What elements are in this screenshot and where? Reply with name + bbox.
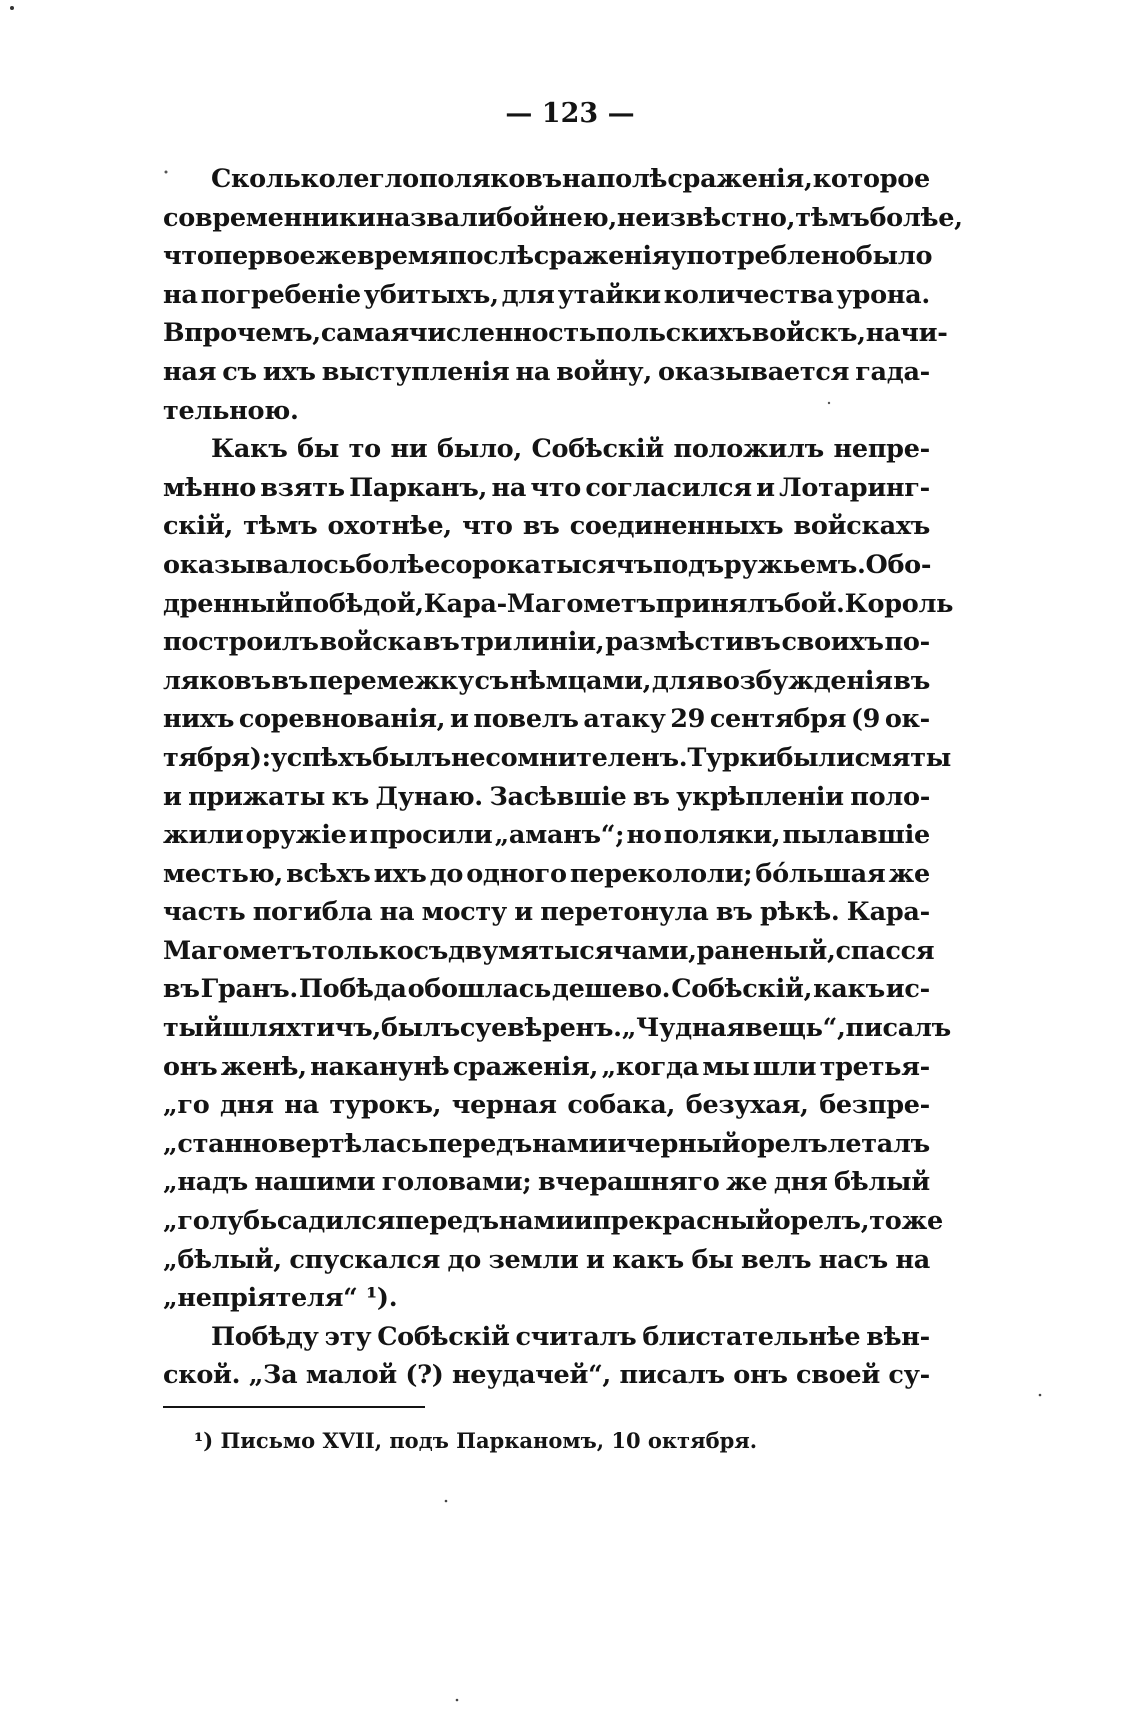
word: и [514,897,533,928]
word: гада- [855,356,930,387]
text-line [163,1356,930,1395]
word: Впрочемъ, [163,318,321,349]
word: на [491,472,527,503]
word: просили [369,820,493,851]
word: поляковъ [419,164,562,194]
word: леталъ [827,1128,930,1159]
text-line [163,932,935,971]
word: войска [319,627,422,658]
word: для [651,665,705,696]
word: на [561,164,597,194]
speck [456,1699,459,1702]
word: „когда [601,1051,699,1082]
word: турокъ, [329,1090,442,1121]
word: вѣн- [866,1321,930,1352]
body-text [163,160,963,1395]
word: передъ [395,1206,499,1237]
word: оказывалось [163,549,356,580]
word: Дунаю. [375,781,483,812]
word: что [530,472,581,503]
word: какъ [612,1244,684,1275]
word: бѣлый [834,1167,930,1198]
text-line [163,199,963,238]
word: повелъ [473,704,579,735]
word: болѣе, [869,202,963,233]
word: эту [324,1321,372,1352]
word: сраженія, [452,1051,599,1082]
text-line [163,739,951,778]
word: то [348,434,381,465]
word: суевѣренъ. [459,1013,622,1044]
word: и [573,1206,593,1237]
text-line [163,430,930,469]
word: блистательнѣе [642,1321,861,1352]
word: онъ [733,1360,788,1391]
word: послѣ [448,241,534,272]
word: ихъ [373,858,427,889]
page-number: — 123 — [505,98,635,129]
word: что [163,241,214,272]
word: принялъ [655,588,785,619]
word: въ [422,627,460,658]
word: на [895,1244,930,1275]
word: сорока [440,549,541,580]
word: и [449,704,469,735]
word: „За [248,1360,298,1391]
word: „аманъ“; [494,820,625,851]
word: употреблено [670,241,856,272]
word: ляковъ [163,665,271,696]
text-line [163,469,930,508]
word: Турки [687,742,777,773]
word: войну, [556,356,652,387]
word: же [888,858,930,889]
word: ни [390,434,428,465]
word: польскихъ [595,318,752,349]
text-line [163,507,930,546]
word: женѣ, [220,1051,307,1082]
word: былъ [372,742,452,773]
word: обошлась [407,974,551,1005]
text-line [163,700,930,739]
word: тысячами, [538,935,697,966]
footnote-marker: ¹) [194,1428,214,1453]
word: „го [163,1090,210,1121]
word: дренный [163,588,294,619]
word: поло- [850,781,930,812]
text-line [163,160,930,199]
word: въ [271,665,309,696]
word: только [311,935,414,966]
word: „Чудная [621,1013,745,1044]
word: начи- [865,318,948,349]
word: положилъ [673,434,824,465]
word: спасся [835,935,935,966]
word: Засѣвшіе [489,781,627,812]
word: нами [532,1128,608,1159]
footnote [194,1428,757,1453]
word: въ [163,974,200,1005]
word: нашими [254,1167,376,1198]
word: Гранъ. [200,974,298,1005]
word: на [379,897,415,928]
footnote-text: Письмо XVII, подъ Парканомъ, 10 октября. [220,1428,758,1453]
text-line [163,1202,943,1241]
word: съ [413,935,448,966]
text-line [163,276,930,315]
text-line [163,816,930,855]
word: пылавшіе [782,820,930,851]
word: черная [451,1090,557,1121]
word: и [348,820,368,851]
word: не [451,742,486,773]
word: въ [893,665,930,696]
word: третья- [819,1051,930,1082]
word: неудачей“, [451,1360,612,1391]
word: на [515,356,551,387]
word: выступленія [321,356,510,387]
word: бой. [784,588,845,619]
word: Собѣскій, [671,974,813,1005]
text-line [163,585,954,624]
word: атаку [583,704,666,735]
word: раненый, [696,935,836,966]
word: смяты [854,742,951,773]
text-line [163,970,930,1009]
word: мы [702,1051,750,1082]
word: полѣ [596,164,668,194]
word: до [429,858,464,889]
word: двумя [447,935,539,966]
word: рѣкѣ. [759,897,840,928]
word: считалъ [515,1321,637,1352]
word: же [725,1167,768,1198]
word: войскахъ [793,511,930,542]
word: соединенныхъ [569,511,784,542]
word: „бѣлый, [163,1244,282,1275]
word: своихъ [781,627,884,658]
word: оказывается [658,356,850,387]
word: Собѣскій [377,1321,510,1352]
word: которое [812,164,930,194]
text-line [163,1279,930,1318]
word: Кара- [846,897,930,928]
text-line [163,1048,930,1087]
word: спускался [289,1244,440,1275]
text-line [163,237,933,276]
word: тѣмъ [795,202,870,233]
word: тября): [163,742,271,773]
word: 29 [670,704,706,735]
word: ок- [884,704,930,735]
word: до [447,1244,481,1275]
text-line [163,546,930,585]
word: тысячъ [540,549,653,580]
word: Сколько [211,164,336,194]
word: для [501,279,555,310]
text-line [163,1125,930,1164]
word: малой [305,1360,397,1391]
word: прижаты [188,781,326,812]
text-line [163,623,930,662]
word: жили [163,820,244,851]
text-line [163,314,948,353]
word: возбужденія [705,665,893,696]
word: что [462,511,513,542]
word: численность [408,318,596,349]
word: писалъ [845,1013,951,1044]
word: погибла [252,897,373,928]
word: шли [752,1051,817,1082]
text-line [163,353,930,392]
word: Какъ [211,434,288,465]
word: современники [163,202,376,233]
word: вертѣлась [277,1128,429,1159]
text-line [163,1163,930,1202]
word: своей [796,1360,880,1391]
text-line-content: тельною. [163,395,299,426]
word: успѣхъ [270,742,373,773]
word: часть [163,897,246,928]
word: черный [626,1128,741,1159]
word: тый [163,1013,223,1044]
word: по- [884,627,930,658]
word: сомнителенъ. [485,742,688,773]
word: же [315,241,357,272]
word: былъ [380,1013,460,1044]
word: и [163,781,182,812]
word: три [460,627,513,658]
text-line [163,1318,930,1357]
word: Магометъ [163,935,312,966]
word: къ [331,781,369,812]
word: Побѣда [298,974,407,1005]
word: урона. [836,279,930,310]
word: ружьемъ. [723,549,866,580]
word: размѣстивъ [605,627,781,658]
word: оружіе [245,820,347,851]
word: утайки [557,279,661,310]
word: перемежку [308,665,474,696]
word: орелъ [740,1128,828,1159]
word: садился [276,1206,396,1237]
word: согласился [585,472,752,503]
word: тѣмъ [243,511,318,542]
text-line [163,1009,951,1048]
word: были [776,742,855,773]
word: убитыхъ, [363,279,499,310]
word: ная [163,356,217,387]
word: велъ [740,1244,812,1275]
word: укрѣпленіи [676,781,844,812]
word: мосту [421,897,507,928]
speck [10,6,14,10]
word: насъ [818,1244,888,1275]
word: самая [320,318,409,349]
word: ской. [163,1360,241,1391]
text-line [163,662,930,701]
word: орелъ, [773,1206,870,1237]
word: сентября [709,704,847,735]
word: Собѣскій [531,434,664,465]
text-line [163,392,930,431]
word: писалъ [619,1360,725,1391]
word: головами; [381,1167,532,1198]
word: сраженія, [667,164,813,194]
word: передъ [428,1128,532,1159]
word: нами [498,1206,574,1237]
word: было, [437,434,522,465]
word: нихъ [163,704,235,735]
word: „голубь [163,1206,277,1237]
text-line-content: „непріятеля“ ¹). [163,1283,398,1314]
word: сраженія [533,241,671,272]
speck [1039,1394,1042,1397]
word: легло [335,164,419,194]
word: назвали [375,202,497,233]
word: безпре- [819,1090,930,1121]
word: бы [691,1244,734,1275]
word: „станно [163,1128,278,1159]
word: местью, [163,858,283,889]
word: побѣдой, [293,588,424,619]
word: войскъ, [751,318,866,349]
text-line [163,1241,930,1280]
word: (9 [850,704,881,735]
word: безухая, [685,1090,809,1121]
word: подъ [652,549,724,580]
word: земли [488,1244,579,1275]
word: неизвѣстно, [616,202,796,233]
word: дешево. [551,974,671,1005]
word: въ [522,511,560,542]
word: Побѣду [211,1321,319,1352]
word: на [284,1090,319,1121]
word: ис- [885,974,930,1005]
word: дня [220,1090,274,1121]
speck [445,1500,448,1503]
word: перекололи; [569,858,753,889]
word: вчерашняго [537,1167,720,1198]
word: Король [844,588,954,619]
word: построилъ [163,627,319,658]
word: линіи, [513,627,605,658]
word: Кара-Магометъ [423,588,656,619]
word: всѣхъ [286,858,371,889]
word: тоже [869,1206,943,1237]
word: поляки, [663,820,781,851]
word: и [756,472,775,503]
word: непре- [833,434,930,465]
word: время [356,241,449,272]
word: перетонула [540,897,709,928]
word: наканунѣ [310,1051,450,1082]
word: вещь“, [744,1013,846,1044]
word: бы [297,434,340,465]
word: погребеніе [200,279,361,310]
footnote-rule [163,1406,425,1408]
word: охотнѣе, [327,511,452,542]
word: одного [466,858,567,889]
text-line [163,778,930,817]
word: нѣмцами, [509,665,652,696]
word: онъ [163,1051,218,1082]
word: собака, [567,1090,676,1121]
word: мѣнно [163,472,256,503]
word: дня [773,1167,828,1198]
word: шляхтичъ, [222,1013,381,1044]
text-line [163,1086,930,1125]
word: въ [715,897,753,928]
word: взять [260,472,345,503]
word: какъ [813,974,885,1005]
word: Парканъ, [349,472,488,503]
text-line [163,855,930,894]
word: бо́льшая [755,858,886,889]
word: Лотаринг- [779,472,930,503]
word: было [855,241,933,272]
word: Обо- [865,549,932,580]
word: су- [888,1360,930,1391]
word: соревнованія, [238,704,446,735]
word: первое [213,241,316,272]
word: „надъ [163,1167,248,1198]
word: съ [474,665,509,696]
word: болѣе [355,549,441,580]
word: (?) [405,1360,444,1391]
word: на [163,279,198,310]
word: скій, [163,511,233,542]
word: но [626,820,662,851]
word: и [586,1244,605,1275]
word: и [607,1128,626,1159]
word: съ [222,356,257,387]
text-line [163,893,930,932]
word: бойнею, [496,202,617,233]
word: въ [632,781,670,812]
word: прекрасный [592,1206,774,1237]
word: количества [663,279,834,310]
word: ихъ [262,356,316,387]
